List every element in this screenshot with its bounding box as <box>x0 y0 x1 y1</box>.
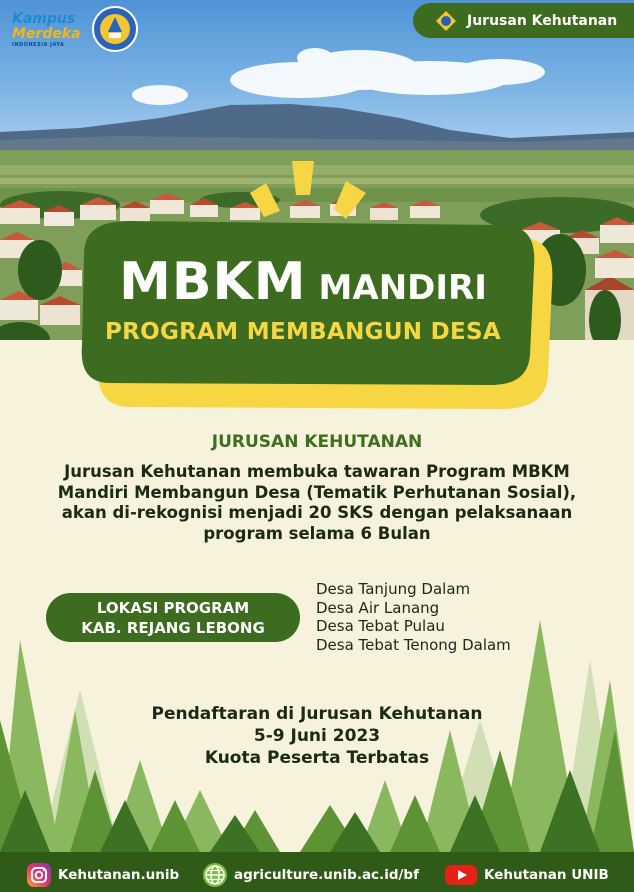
youtube-icon <box>444 862 478 888</box>
title-mandiri: MANDIRI <box>318 268 487 308</box>
title-mbkm: MBKM <box>119 252 307 312</box>
footer-instagram[interactable] <box>26 862 179 888</box>
sparkle-left <box>250 183 280 217</box>
dept-heading: JURUSAN KEHUTANAN <box>211 432 423 452</box>
globe-icon <box>202 862 228 888</box>
youtube-channel: Kehutanan UNIB <box>484 867 609 883</box>
village-item: Desa Tebat Tenong Dalam <box>316 636 511 655</box>
sparkle-right <box>334 181 366 219</box>
village-list <box>316 580 616 655</box>
description-line: program selama 6 Bulan <box>203 523 431 543</box>
footer-youtube[interactable] <box>444 862 609 888</box>
kampus-logo-line2: Merdeka <box>12 26 81 42</box>
location-label-line: LOKASI PROGRAM <box>96 598 250 617</box>
village-item: Desa Tebat Pulau <box>316 617 445 636</box>
description-line: akan di-rekognisi menjadi 20 SKS dengan pelaksanaan <box>61 503 573 522</box>
registration-quota: Kuota Peserta Terbatas <box>204 748 430 768</box>
dept-badge <box>413 3 634 38</box>
village-item: Desa Air Lanang <box>316 598 440 617</box>
clouds <box>132 48 545 105</box>
location-label-line: KAB. REJANG LEBONG <box>81 618 265 637</box>
instagram-handle: Kehutanan.unib <box>58 867 180 883</box>
kampus-merdeka-logo <box>12 12 86 52</box>
title-main <box>82 252 524 312</box>
kampus-logo-line1: Kampus <box>12 11 76 27</box>
footer-website[interactable] <box>202 862 419 888</box>
location-pill <box>46 593 300 642</box>
sparkle-middle <box>292 161 314 195</box>
registration-info <box>0 703 634 769</box>
dept-badge-label: Jurusan Kehutanan <box>467 12 618 29</box>
village-item: Desa Tanjung Dalam <box>316 580 471 598</box>
description-line: Mandiri Membangun Desa (Tematik Perhutanan Sosial), <box>57 482 577 502</box>
unib-emblem-icon <box>435 10 457 32</box>
description-line: Jurusan Kehutanan membuka tawaran Program MBKM <box>64 462 570 481</box>
footer <box>0 852 634 892</box>
registration-line: Pendaftaran di Jurusan Kehutanan <box>151 704 483 724</box>
program-description <box>20 462 614 544</box>
registration-date: 5-9 Juni 2023 <box>253 726 381 746</box>
title-card <box>82 222 524 384</box>
title-subtitle: PROGRAM MEMBANGUN DESA <box>104 319 502 345</box>
website-url: agriculture.unib.ac.id/bf <box>234 867 419 883</box>
tut-wuri-handayani-emblem-icon <box>92 6 138 52</box>
kampus-logo-tagline: INDONESIA JAYA <box>12 42 65 48</box>
instagram-icon <box>26 862 52 888</box>
